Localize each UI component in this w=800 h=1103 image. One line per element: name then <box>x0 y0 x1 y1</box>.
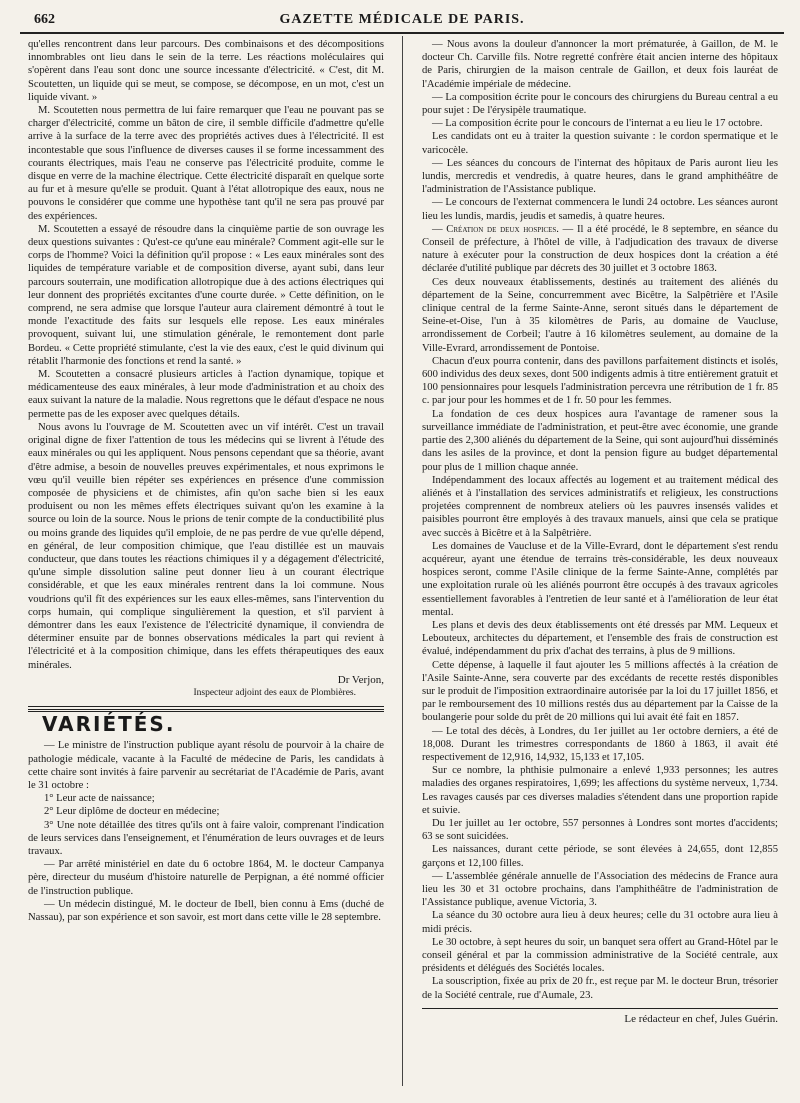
page-header <box>20 10 784 34</box>
paragraph: Nous avons lu l'ouvrage de M. Scoutetten avec un vif intérêt. C'est un travail original digne de fixer l'attention de tous les médecins qui se livrent à l'étude des eaux minérales ou qui les appliquent. Nous pensons cependant que sa théorie, avant d'être admise, a besoin de nouvelles preuves expérimentales, et nous exprimons le vœu qu'il veuille bien répéter ses expériences en présence d'une commission composée de physiciens et de chimistes, afin qu'on sache bien si les eaux produisent ou non les mêmes effets électriques suivant qu'on les examine à la source ou loin de la source. Nous le prions de tenir compte de la conductibilité plus ou moins grande des liquides qu'il emploie, de ne pas perdre de vue qu'elle dépend, en général, de leur composition chimique, que l'eau distillée est un mauvais conducteur, que dans toutes les réactions chimiques il y a dégagement d'électricité, qu'une simple dissolution saline peut donner lieu à un courant électrique considérable, et que les eaux minérales rentrent dans la loi commune. Nous voudrions qu'il fît des expériences sur les eaux elles-mêmes, sans l'intervention du corps humain, qui complique singulièrement la question, et s'il parvient à démontrer dans les eaux l'existence de l'électricité dynamique, il conviendra de déterminer ensuite par de bonnes observations médicales la part qui revient à l'électricité et à la composition chimique, dans les effets thérapeutiques des eaux minérales. <box>28 421 384 671</box>
paragraph: — La composition écrite pour le concours des chirurgiens du Bureau central a eu pour sujet : De l'érysipèle traumatique. <box>422 91 778 117</box>
paragraph: Les naissances, durant cette période, se sont élevées à 24,655, dont 12,855 garçons et 12,100 filles. <box>422 844 778 869</box>
section-heading: VARIÉTÉS. <box>42 712 176 737</box>
paragraph: Les domaines de Vaucluse et de la Ville-Evrard, dont le département s'est rendu acquéreur, ayant une étendue de terrains très-considérable, les deux nouveaux hospices seront, comme l'Asile clinique de la ferme Sainte-Anne, complétés par une exploitation rurale où les aliénés pourront être occupés à des travaux agricoles essentiellement favorables à l'entretien de leur santé et à l'amélioration de leur état mental. <box>422 540 778 618</box>
paragraph <box>422 223 778 276</box>
paragraph: Du 1er juillet au 1er octobre, 557 personnes à Londres sont mortes d'accidents; 63 se sont suicidées. <box>422 817 778 843</box>
paragraph: La souscription, fixée au prix de 20 fr., est reçue par M. le docteur Brun, trésorier de la Société centrale, rue d'Aumale, 23. <box>422 976 778 1001</box>
right-column <box>422 38 778 1026</box>
paragraph: — L'assemblée générale annuelle de l'Association des médecins de France aura lieu les 30 et 31 octobre prochains, dans l'amphithéâtre de l'administration de l'Assistance publique, avenue Victoria, 3. <box>422 870 778 909</box>
paragraph: La fondation de ces deux hospices aura l'avantage de ramener sous la surveillance immédiate de l'administration, et peut-être avec économie, une grande partie des 2,300 aliénés du département de la Seine, qui sont aujourd'hui disséminés dans les asiles de la province, et dont la pension figure au budget départemental pour plus de 1 million chaque année. <box>422 408 778 473</box>
paragraph: — La composition écrite pour le concours de l'internat a eu lieu le 17 octobre. <box>432 118 763 130</box>
paragraph: La séance du 30 octobre aura lieu à deux heures; celle du 31 octobre aura lieu à midi précis. <box>422 910 778 935</box>
paragraph: — Les séances du concours de l'internat des hôpitaux de Paris auront lieu les lundis, mercredis et vendredis, à quatre heures, dans le grand amphithéâtre de l'administration de l'Assistance publique. <box>422 157 778 196</box>
paragraph: Chacun d'eux pourra contenir, dans des pavillons parfaitement distincts et isolés, 600 individus des deux sexes, dont 500 indigents admis à titre entièrement gratuit et 100 pensionnaires pour lesquels l'administration percevra une rétribution de 1 fr. 85 c. par jour pour les hommes et de 1 fr. 50 pour les femmes. <box>422 355 778 407</box>
paragraph: M. Scoutetten nous permettra de lui faire remarquer que l'eau ne pouvant pas se charger d'électricité, comme un bâton de cire, il semble difficile d'admettre qu'elle arrive à la surface de la terre avec des propriétés actives dues à l'électricité. Il est incontestable que sous l'influence de diverses causes il se forme incessamment des courants électriques, mais l'eau ne conserve pas l'électricité produite, comme le disque en verre de la machine électrique. Cette électricité disparaît en quelque sorte au fur et à mesure qu'elle se produit. Quant à l'état allotropique des eaux, nous ne pouvons le considérer que comme une hypothèse tant qu'il ne sera pas prouvé par des expériences. <box>28 105 384 222</box>
paragraph: Sur ce nombre, la phthisie pulmonaire a enlevé 1,933 personnes; les autres maladies des organes respiratoires, 1,699; les affections du système nerveux, 1,734. Les ravages causés par ces diverses maladies s'étendent dans une proportion rapide et suivie. <box>422 765 778 816</box>
left-column <box>28 38 384 924</box>
varietes-list <box>28 739 384 924</box>
paragraph-text: — Il a été procédé, le 8 septembre, en séance du Conseil de préfecture, à l'hôtel de ville, à l'adjudication des travaux de diverse nature à exécuter pour la construction de deux hospices dont la création a été déclarée d'utilité publique par décrets des 30 juillet et 3 octobre 1863. <box>422 223 778 275</box>
paragraph: Indépendamment des locaux affectés au logement et au traitement médical des aliénés et à l'installation des services administratifs et religieux, les constructions projetées comprennent de nombreux ateliers où les pauvres insensés valides et paisibles pourront être employés à des travaux manuels, ainsi que cela se pratique avec succès à Bicêtre et à la Salpêtrière. <box>422 474 778 539</box>
paragraph: M. Scoutetten a consacré plusieurs articles à l'action dynamique, topique et médicamenteuse des eaux minérales, à leur mode d'administration et au choix des eaux suivant la nature de la maladie. Nous regrettons que le défaut d'espace ne nous permette pas de les exposer avec quelques détails. <box>28 369 384 420</box>
paragraph: qu'elles rencontrent dans leur parcours. Des combinaisons et des décompositions innombrables ont lieu dans le sein de la terre. Les réactions moléculaires qui s'opèrent dans l'eau sont donc une source incessante d'électricité. « C'est, dit M. Scoutetten, un liquide qui se meut, se compose, se décompose, en un mot, c'est un liquide vivant. » <box>28 39 384 103</box>
list-item: 2° Leur diplôme de docteur en médecine; <box>44 806 220 818</box>
subheading: — Création de deux hospices. <box>432 223 559 235</box>
paragraph: — Par arrêté ministériel en date du 6 octobre 1864, M. le docteur Campanya père, directeur du muséum d'histoire naturelle de Perpignan, a été nommé officier de l'instruction publique. <box>28 859 384 897</box>
paragraph: Ces deux nouveaux établissements, destinés au traitement des aliénés du département de la Seine, concurremment avec Bicêtre, la Salpêtrière et l'Asile clinique central de la ferme Sainte-Anne, seront situés dans le département de Seine-et-Oise, l'un à 35 kilomètres de Paris, au domaine de Vaucluse, arrondissement de Corbeil; l'autre à 16 kilomètres seulement, au domaine de la Ville-Evrard, arrondissement de Pontoise. <box>422 276 778 354</box>
paragraph: — Nous avons la douleur d'annoncer la mort prématurée, à Gaillon, de M. le docteur Ch. Carville fils. Notre regretté confrère était ancien interne des hôpitaux de Paris, chirurgien de la maison centrale de Gaillon, et deux fois lauréat de l'Académie impériale de médecine. <box>422 39 778 90</box>
paragraph: Le 30 octobre, à sept heures du soir, un banquet sera offert au Grand-Hôtel par le conseil général et par la commission administrative de la Société centrale, aux présidents et délégués des Sociétés locales. <box>422 936 778 975</box>
paragraph: Cette dépense, à laquelle il faut ajouter les 5 millions affectés à la création de l'Asile Sainte-Anne, sera couverte par des excédants de recette restés disponibles sur le produit de l'imposition extraordinaire autorisée par la loi du 17 juillet 1856, et par le remboursement des 10 millions restés dus au département par la Caisse de la boulangerie pour solde du prêt de 20 millions qui lui avait été fait en 1857. <box>422 659 778 724</box>
section-separator <box>422 1008 778 1009</box>
paragraph: — Le total des décès, à Londres, du 1er juillet au 1er octobre derniers, a été de 18,008. Durant les trimestres correspondants de 1860 à 1863, il avait été respectivement de 12,916, 14,932, 15,133 et 17,105. <box>422 725 778 763</box>
paragraph: — Un médecin distingué, M. le docteur de Ibell, bien connu à Ems (duché de Nassau), par son expérience et son savoir, est mort dans cette ville le 28 septembre. <box>28 898 384 923</box>
paragraph: — Le ministre de l'instruction publique ayant résolu de pourvoir à la chaire de pathologie médicale, vacante à la Faculté de médecine de Paris, les candidats à cette chaire sont invités à faire parvenir au secrétariat de l'Académie de Paris, avant le 31 octobre : <box>28 740 384 791</box>
editor-signature: Le rédacteur en chef, Jules Guérin. <box>624 1012 778 1025</box>
paragraph: Les candidats ont eu à traiter la question suivante : le cordon spermatique et le varicocèle. <box>422 131 778 156</box>
list-item: 1° Leur acte de naissance; <box>44 793 155 805</box>
journal-title: GAZETTE MÉDICALE DE PARIS. <box>279 12 525 27</box>
page-number: 662 <box>34 12 55 27</box>
section-separator <box>28 706 384 707</box>
list-item: 3° Une note détaillée des titres qu'ils ont à faire valoir, comprenant l'indication de leurs services dans l'enseignement, et l'énumération de leurs ouvrages et de leurs travaux. <box>28 819 384 857</box>
signature: Dr Verjon, <box>337 673 384 686</box>
paragraph: M. Scoutetten a essayé de résoudre dans la cinquième partie de son ouvrage les deux questions suivantes : Qu'est-ce qu'une eau minérale? Comment agit-elle sur le corps de l'homme? Voici la définition qu'il propose : « Les eaux minérales sont des liquides de température variable et de composition diverse, ayant subi, dans leur parcours souterrain, une modification allotropique due à des actions électriques qui leur donnent des propriétés excitantes d'une courte durée. » Cette définition, on le comprend, ne sera admise que lorsque l'auteur aura clairement démontré à tout le monde l'exactitude des faits sur lesquels elle repose. Les eaux minérales provoquent, suivant lui, une stimulation générale, le remontement dont parle Bordeu. « Cette propriété stimulante, c'est la vie des eaux, c'est le quid divinum qui rétablit l'harmonie des fonctions et rend la santé. » <box>28 223 384 367</box>
column-divider <box>402 36 403 1086</box>
paragraph: — Le concours de l'externat commencera le lundi 24 octobre. Les séances auront lieu les lundis, mardis, jeudis et samedis, à quatre heures. <box>422 197 778 222</box>
signature-title: Inspecteur adjoint des eaux de Plombières. <box>193 687 356 698</box>
paragraph: Les plans et devis des deux établissements ont été dressés par MM. Lequeux et Lebouteux, architectes du département, et l'ensemble des frais de construction est évalué, indépendamment du prix d'achat des terrains, à plus de 9 millions. <box>422 619 778 658</box>
